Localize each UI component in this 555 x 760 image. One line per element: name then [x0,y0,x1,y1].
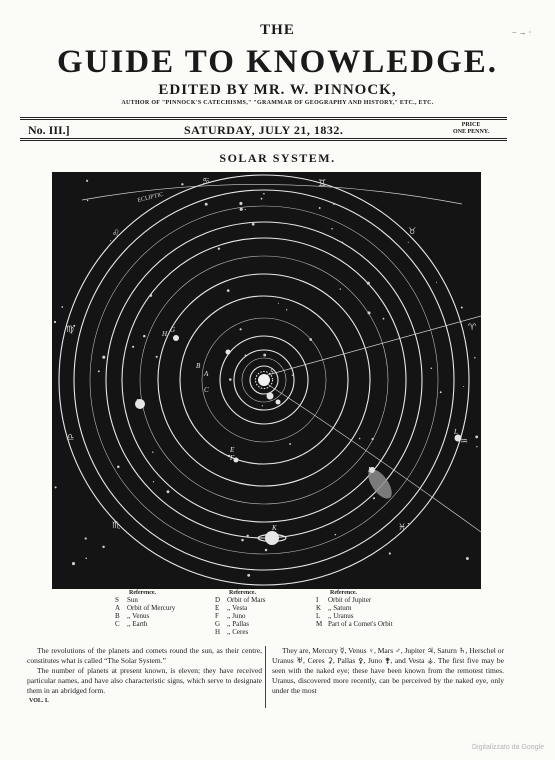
star [240,328,242,330]
zodiac-sign: ♊ [318,179,327,189]
planet [226,350,231,355]
star [181,183,183,185]
reference-key-letter: G [215,620,221,628]
star [331,228,333,230]
planet-label: G [170,326,176,334]
planet-label: D [138,400,144,408]
star [132,346,134,348]
star [245,354,247,356]
star [359,438,361,440]
star [117,466,120,469]
star [102,356,105,359]
reference-heading: Reference. [330,590,358,596]
digitization-watermark: Digitalizzato da Google [472,744,544,751]
zodiac-sign: ♒ [460,437,469,447]
star [463,386,464,387]
reference-heading: Reference. [129,590,157,596]
star [245,209,246,210]
star [87,200,88,201]
reference-row [115,596,175,604]
star [241,539,244,542]
ecliptic-label: ECLIPTIC [137,191,165,204]
zodiac-sign: ♌ [112,229,121,239]
star [102,546,104,548]
star [263,193,265,195]
star [110,240,111,241]
star [61,306,63,308]
star [335,534,337,536]
star [389,552,391,554]
rule-top [20,117,507,118]
solar-system-svg [52,172,481,589]
star [86,180,88,182]
planet-label: C [204,386,209,394]
zodiac-sign: ♈ [468,323,477,333]
star [247,535,249,537]
reference-key-letter: I [316,596,319,604]
star [319,207,321,209]
star [205,203,208,206]
masthead-author: AUTHOR OF "PINNOCK'S CATECHISMS," "GRAMMAR OF GEOGRAPHY AND HISTORY," ETC., ETC. [121,100,434,106]
star [371,438,373,440]
reference-key-letter: H [215,628,221,636]
paragraph: The number of planets at present known, is eleven; they have received particular names, and have also characteristic signs, which serve to designate them in an abridged form. [27,666,262,695]
star [333,203,335,205]
star [261,198,263,200]
star [85,557,87,559]
star [252,223,255,226]
planet-label: L [454,428,458,436]
reference-row [316,596,393,604]
reference-row [215,612,266,620]
reference-row [316,604,393,612]
paragraph: The revolutions of the planets and comets round the sun, as their centre, constitutes what is called “The Solar System.” [27,646,262,665]
star [72,562,75,565]
reference-value: ,, Venus [127,612,150,620]
reference-value: ,, Pallas [227,620,249,628]
star [474,357,476,359]
planet-label: S [270,368,274,376]
star [289,443,291,445]
star [167,490,170,493]
star [292,375,293,376]
planet [267,393,274,400]
reference-value: ,, Earth [127,620,148,628]
reference-value: ,, Vesta [227,604,248,612]
column-divider [265,646,266,708]
masthead-the: THE [260,22,295,38]
planet [276,400,281,405]
star [55,486,57,488]
planet-label: K [272,524,277,532]
star [436,282,437,283]
issue-date: SATURDAY, JULY 21, 1832. [184,123,344,137]
star [408,523,409,524]
reference-key-letter: M [316,620,323,628]
reference-value: Part of a Comet's Orbit [328,620,393,628]
star [265,549,268,552]
star [156,356,158,358]
reference-value: Orbit of Mars [227,596,266,604]
planet-label: I [136,398,139,406]
zodiac-sign: ♉ [408,227,417,237]
reference-value: ,, Saturn [328,604,352,612]
reference-value: Orbit of Jupiter [328,596,372,604]
star [367,282,370,285]
star [476,446,477,447]
star [262,405,263,406]
reference-row [215,604,266,612]
masthead-title: GUIDE TO KNOWLEDGE. [56,44,499,80]
rule-bottom [20,138,507,139]
rule-top-thin [20,119,507,120]
reference-value: Orbit of Mercury [127,604,176,612]
star [263,354,266,357]
price-line1: PRICE [461,122,481,128]
star [218,247,220,249]
reference-value: ,, Ceres [227,628,249,636]
volume-marker: VOL. I. [29,698,49,704]
star [239,202,242,205]
zodiac-sign: ♋ [202,177,211,187]
issue-number: No. III.] [28,123,70,137]
solar-system-engraving [52,172,481,589]
star [466,557,469,560]
star [367,311,370,314]
reference-key-letter: D [215,596,221,604]
reference-row [115,612,175,620]
reference-row [215,596,266,604]
planet-label: E [230,446,235,454]
section-title: SOLAR SYSTEM. [219,151,336,165]
star [340,288,341,289]
reference-key-letter: B [115,612,120,620]
zodiac-sign: ♓ [398,523,407,533]
planet-label: F [230,454,235,462]
star [383,318,385,320]
planet [265,531,279,545]
planet-label: H [162,330,168,338]
reference-value: ,, Juno [227,612,246,620]
star [286,309,287,310]
reference-row [115,604,175,612]
star [227,289,230,292]
reference-row [215,628,266,636]
reference-heading: Reference. [229,590,257,596]
star [440,391,442,393]
price-line2: ONE PENNY. [452,129,490,135]
star [229,378,232,381]
corner-mark: − → · [512,28,532,37]
masthead-editor: EDITED BY MR. W. PINNOCK, [158,82,397,98]
zodiac-sign: ♍ [66,325,75,335]
planet-label: B [196,362,201,370]
star [309,338,312,341]
reference-row [115,620,175,628]
reference-value: Sun [127,596,138,604]
reference-value: ,, Uranus [328,612,354,620]
reference-row [215,620,266,628]
star [54,321,56,323]
reference-key-letter: S [115,596,119,604]
star [373,497,375,499]
reference-row [316,612,393,620]
star [153,481,154,482]
rule-bottom-thin [20,140,507,141]
star [85,537,87,539]
star [149,294,152,297]
article-column-left [27,646,262,696]
reference-key-letter: K [316,604,322,612]
star [475,435,478,438]
issue-price [442,122,500,136]
planet-label: A [204,370,209,378]
article-column-right [272,646,504,696]
reference-column [215,590,266,636]
star [431,368,433,370]
reference-key-letter: E [215,604,220,612]
star [461,307,463,309]
reference-column [115,590,175,628]
reference-key-letter: L [316,612,321,620]
star [278,303,279,304]
zodiac-sign: ♎ [66,433,75,443]
reference-key-letter: A [115,604,121,612]
planet [173,335,179,341]
star [98,370,100,372]
star [247,574,250,577]
star [408,242,409,243]
planet-label: M [368,466,374,474]
star [152,452,153,453]
star [240,208,243,211]
reference-key-letter: F [215,612,219,620]
reference-column [316,590,393,628]
sun-disc [258,374,270,386]
star [143,335,146,338]
reference-row [316,620,393,628]
zodiac-sign: ♏ [112,521,121,531]
paragraph: They are, Mercury ☿, Venus ♀, Mars ♂, Jupiter ♃, Saturn ♄, Herschel or Uranus ♅, Ceres ⚳, Pallas ⚴, Juno ⚵, and Vesta ⚶. The first five may be seen with the naked eye; these have been known from the remotest times. Uranus, discovered more recently, can be perceived by the naked eye, only under the most [272,646,504,695]
star [342,242,343,243]
reference-key-letter: C [115,620,120,628]
